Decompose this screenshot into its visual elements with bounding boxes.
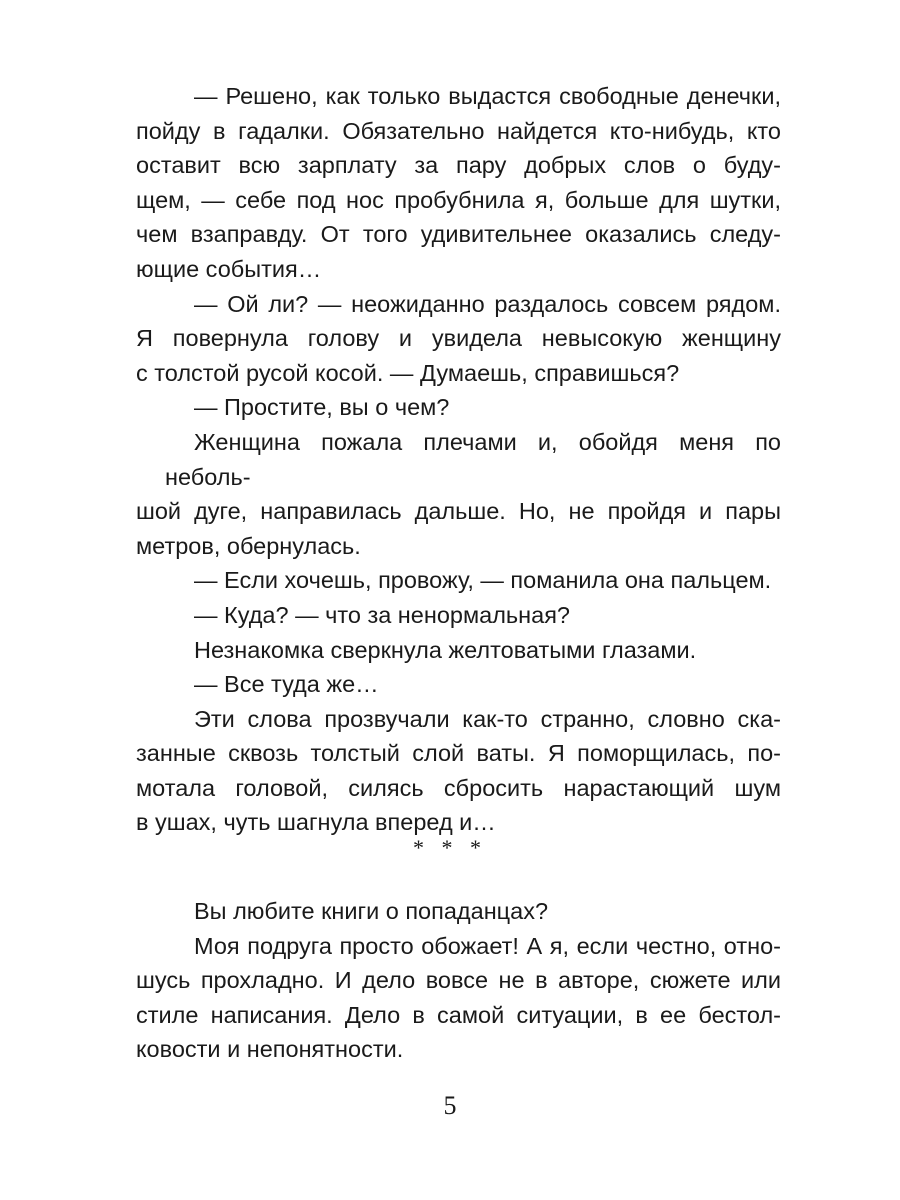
paragraph [136,929,781,1067]
paragraph [136,287,781,391]
text-line: Незнакомка сверкнула желтоватыми глазами. [194,636,697,663]
text-line: занные сквозь толстый слой ваты. Я поморщилась, по- [136,740,781,767]
paragraph [136,667,781,702]
paragraph [136,79,781,287]
page-number: 5 [443,1091,457,1120]
paragraph [136,390,781,425]
text-line: шусь прохладно. И дело вовсе не в авторе, сюжете или [136,967,781,994]
text-section-1 [136,79,781,840]
paragraph [136,894,781,929]
text-line: — Если хочешь, провожу, — поманила она пальцем. [194,567,772,594]
text-line: Я повернула голову и увидела невысокую женщину [136,325,781,352]
paragraph [136,702,781,840]
text-line: — Ой ли? — неожиданно раздалось совсем рядом. [194,290,781,317]
text-line: метров, обернулась. [136,532,361,559]
text-line: ющие события… [136,255,322,282]
text-line: оставит всю зарплату за пару добрых слов о буду- [136,152,781,179]
paragraph [136,563,781,598]
text-line: Женщина пожала плечами и, обойдя меня по неболь- [165,428,781,490]
text-line: Моя подруга просто обожает! А я, если честно, отно- [194,932,781,959]
paragraph [136,425,781,563]
paragraph [136,633,781,668]
text-section-2 [136,894,781,1067]
text-line: стиле написания. Дело в самой ситуации, в ее бестол- [136,1001,781,1028]
text-line: щем, — себе под нос пробубнила я, больше для шутки, [136,186,781,213]
text-line: — Простите, вы о чем? [194,394,450,421]
text-line: в ушах, чуть шагнула вперед и… [136,809,496,836]
text-line: — Все туда же… [194,671,379,698]
text-line: пойду в гадалки. Обязательно найдется кто-нибудь, кто [136,117,781,144]
text-line: Эти слова прозвучали как-то странно, словно ска- [194,705,781,732]
section-separator: * * * [413,835,487,860]
text-line: мотала головой, силясь сбросить нарастающий шум [136,774,781,801]
text-line: с толстой русой косой. — Думаешь, справишься? [136,359,680,386]
text-line: — Куда? — что за ненормальная? [194,601,570,628]
paragraph [136,598,781,633]
text-line: Вы любите книги о попаданцах? [194,898,549,924]
text-line: ковости и непонятности. [136,1036,404,1063]
text-line: шой дуге, направилась дальше. Но, не пройдя и пары [136,498,781,525]
text-line: — Решено, как только выдастся свободные денечки, [194,83,781,109]
text-line: чем взаправду. От того удивительнее оказались следу- [136,221,781,248]
